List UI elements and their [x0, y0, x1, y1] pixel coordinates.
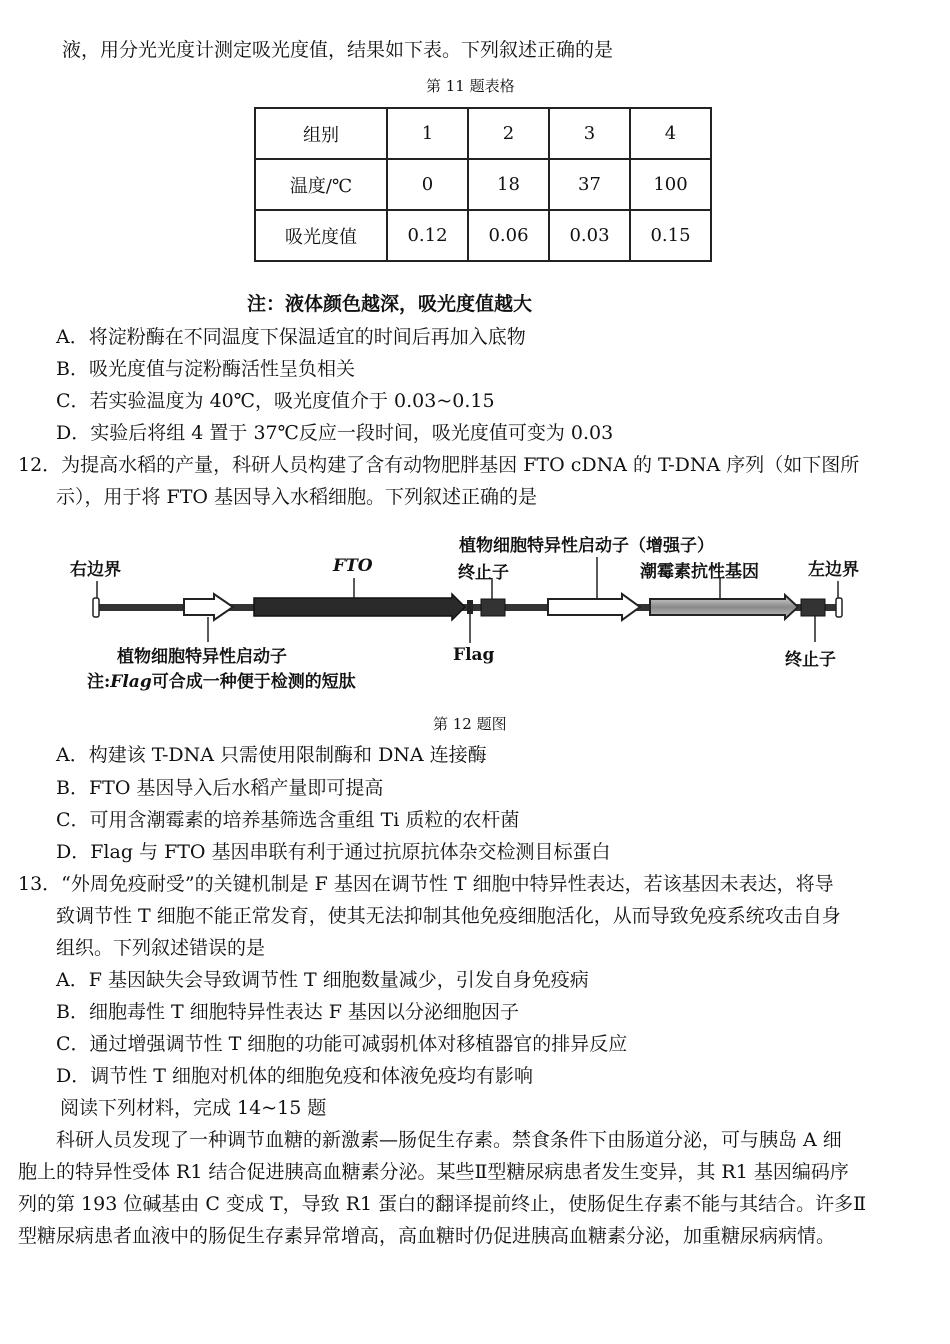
fto-label: FTO — [333, 556, 373, 576]
reading-intro: 阅读下列材料，完成 14~15 题 — [60, 1097, 327, 1119]
q12-option-d: D．Flag 与 FTO 基因串联有利于通过抗原抗体杂交检测目标蛋白 — [56, 841, 611, 863]
promoter-arrow — [184, 594, 233, 620]
table-cell: 2 — [468, 108, 549, 159]
q13-option-c: C．通过增强调节性 T 细胞的功能可减弱机体对移植器官的排异反应 — [56, 1033, 628, 1055]
note-prefix: 注: — [87, 672, 111, 692]
note-suffix: 可合成一种便于检测的短肽 — [151, 672, 356, 692]
table-cell: 4 — [630, 108, 711, 159]
terminator-block-1 — [481, 599, 505, 616]
q12-option-b: B．FTO 基因导入后水稻产量即可提高 — [56, 777, 384, 799]
reading-paragraph-line: 胞上的特异性受体 R1 结合促进胰高血糖素分泌。某些Ⅱ型糖尿病患者发生变异，其 R1 基因编码序 — [18, 1161, 849, 1183]
q12-option-c: C．可用含潮霉素的培养基筛选含重组 Ti 质粒的农杆菌 — [56, 809, 520, 831]
flag-label: Flag — [453, 645, 495, 665]
q11-option-d: D．实验后将组 4 置于 37℃反应一段时间，吸光度值可变为 0.03 — [56, 422, 614, 444]
table-cell: 0.15 — [630, 210, 711, 261]
flag-block — [467, 600, 473, 614]
q13-stem-cont: 组织。下列叙述错误的是 — [56, 937, 266, 959]
table-cell: 0.12 — [387, 210, 468, 261]
q12-option-a: A．构建该 T-DNA 只需使用限制酶和 DNA 连接酶 — [56, 744, 487, 766]
enhancer-promoter-arrow — [548, 594, 640, 620]
q13-stem: 13．“外周免疫耐受”的关键机制是 F 基因在调节性 T 细胞中特异性表达，若该基因未表达，将导 — [18, 873, 834, 895]
diagram-caption: 第 12 题图 — [433, 715, 507, 733]
table-caption: 第 11 题表格 — [426, 77, 515, 95]
table-cell: 0 — [387, 159, 468, 210]
table-cell: 0.06 — [468, 210, 549, 261]
reading-paragraph-line: 型糖尿病患者血液中的肠促生存素异常增高，高血糖时仍促进胰高血糖素分泌，加重糖尿病病情。 — [18, 1225, 836, 1247]
table-cell: 37 — [549, 159, 630, 210]
enhancer-promoter-label: 植物细胞特异性启动子（增强子） — [459, 536, 714, 556]
table-cell: 吸光度值 — [255, 210, 387, 261]
terminator-label-top: 终止子 — [458, 563, 509, 583]
reading-paragraph-line: 列的第 193 位碱基由 C 变成 T，导致 R1 蛋白的翻译提前终止，使肠促生存素不能与其结合。许多Ⅱ — [18, 1193, 867, 1215]
table-note: 注：液体颜色越深，吸光度值越大 — [247, 293, 533, 315]
q12-stem-cont: 示），用于将 FTO 基因导入水稻细胞。下列叙述正确的是 — [56, 486, 538, 508]
table-cell: 100 — [630, 159, 711, 210]
table-cell: 1 — [387, 108, 468, 159]
terminator-block-2 — [801, 599, 825, 616]
table-cell: 18 — [468, 159, 549, 210]
table-cell: 3 — [549, 108, 630, 159]
q11-option-b: B．吸光度值与淀粉酶活性呈负相关 — [56, 358, 355, 380]
table-cell: 0.03 — [549, 210, 630, 261]
hygromycin-gene-arrow — [650, 595, 798, 619]
note-flag: Flag — [110, 672, 152, 692]
promoter-label: 植物细胞特异性启动子 — [117, 647, 287, 667]
reading-paragraph-line: 科研人员发现了一种调节血糖的新激素—肠促生存素。禁食条件下由肠道分泌，可与胰岛 A 细 — [56, 1129, 842, 1151]
table-cell: 温度/℃ — [255, 159, 387, 210]
fto-gene-arrow — [254, 594, 465, 620]
table-cell: 组别 — [255, 108, 387, 159]
diagram-note — [87, 667, 356, 692]
terminator-label-bottom: 终止子 — [785, 650, 836, 670]
q13-option-d: D．调节性 T 细胞对机体的细胞免疫和体液免疫均有影响 — [56, 1065, 533, 1087]
q13-option-a: A．F 基因缺失会导致调节性 T 细胞数量减少，引发自身免疫病 — [56, 969, 589, 991]
partial-question-text: 液，用分光光度计测定吸光度值，结果如下表。下列叙述正确的是 — [62, 39, 614, 61]
right-border-label: 右边界 — [70, 560, 121, 580]
hygromycin-label: 潮霉素抗性基因 — [640, 562, 759, 582]
q11-option-a: A．将淀粉酶在不同温度下保温适宜的时间后再加入底物 — [56, 326, 526, 348]
q13-option-b: B．细胞毒性 T 细胞特异性表达 F 基因以分泌细胞因子 — [56, 1001, 519, 1023]
left-border-label: 左边界 — [808, 560, 859, 580]
right-border-cap — [93, 598, 99, 617]
q13-stem-cont: 致调节性 T 细胞不能正常发育，使其无法抑制其他免疫细胞活化，从而导致免疫系统攻击自身 — [56, 905, 841, 927]
left-border-cap — [836, 598, 842, 617]
q11-option-c: C．若实验温度为 40℃，吸光度值介于 0.03~0.15 — [56, 390, 495, 412]
q12-stem: 12．为提高水稻的产量，科研人员构建了含有动物肥胖基因 FTO cDNA 的 T-DNA 序列（如下图所 — [18, 454, 860, 476]
